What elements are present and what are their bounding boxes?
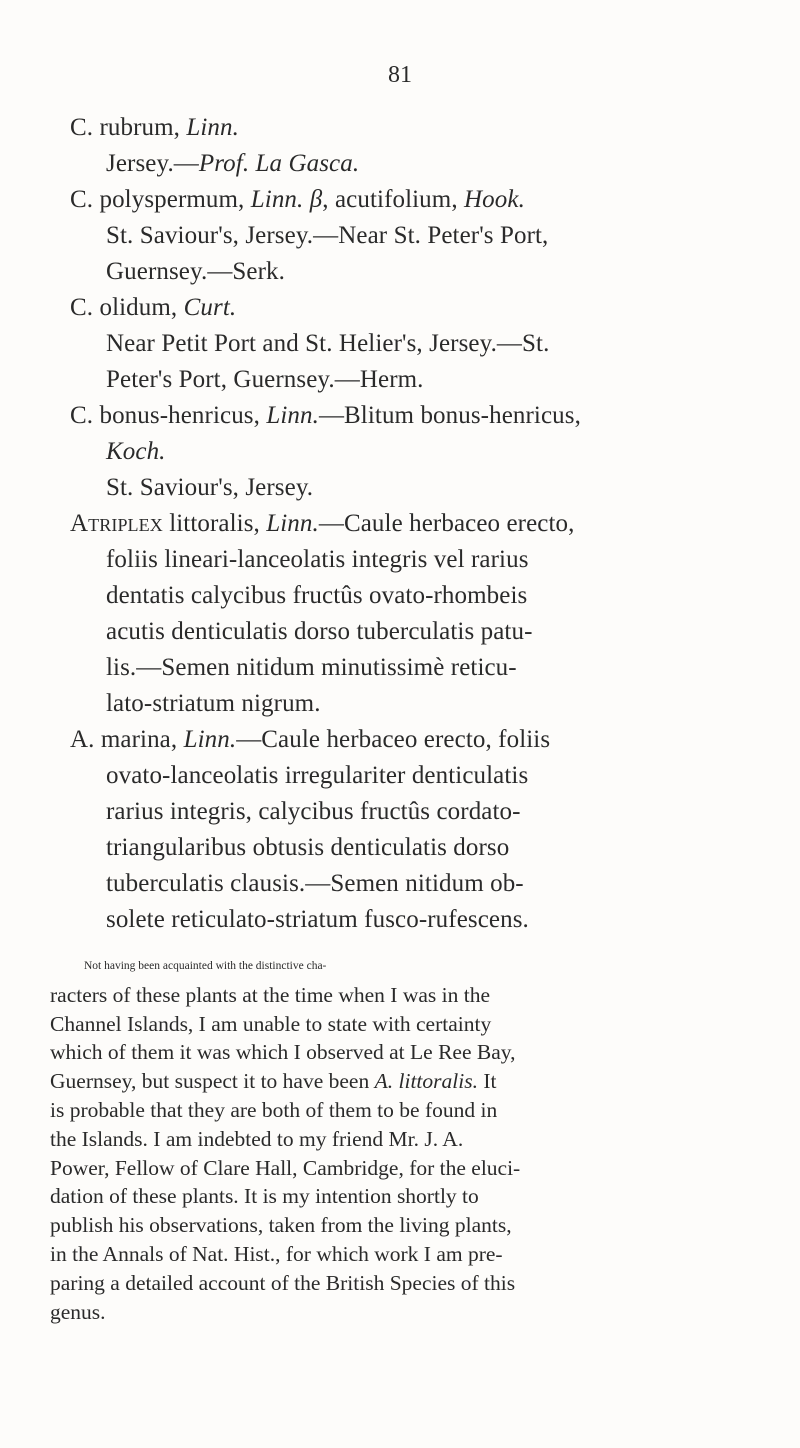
text-run: —Blitum bonus-henricus, (318, 402, 581, 429)
text-run: C. olidum, (70, 294, 184, 321)
entry-detail-line (106, 830, 750, 866)
text-run: genus. (50, 1299, 106, 1324)
text-run: publish his observations, taken from the living plants, (50, 1213, 512, 1238)
entry-detail-line (106, 686, 750, 722)
text-run: the Islands. I am indebted to my friend Mr. J. A. (50, 1126, 464, 1151)
italic-text: Linn. (183, 726, 237, 753)
italic-text: A. littoralis. (374, 1069, 478, 1094)
text-run: Guernsey.—Serk. (106, 258, 286, 285)
text-run: A. marina, (70, 726, 184, 753)
text-run: Atriplex (70, 510, 163, 537)
paragraph-line (50, 1125, 760, 1154)
text-run: lato-striatum nigrum. (106, 690, 321, 717)
text-run: Peter's Port, Guernsey.—Herm. (106, 366, 424, 393)
text-run: C. polyspermum, (70, 186, 251, 213)
text-run: St. Saviour's, Jersey.—Near St. Peter's Port, (106, 222, 549, 249)
text-run: , acutifolium, (322, 186, 465, 213)
italic-text: Hook. (464, 186, 525, 213)
text-run: tuberculatis clausis.—Semen nitidum ob- (106, 870, 524, 897)
entry-detail-line (106, 434, 750, 470)
entry-detail-line (106, 470, 750, 506)
text-run: Jersey.— (106, 150, 199, 177)
entry-heading-line (70, 722, 750, 758)
italic-text: Linn. (266, 510, 319, 537)
paragraph-line (50, 1096, 760, 1125)
entry-detail-line (106, 542, 750, 578)
paragraph-line (50, 1298, 760, 1327)
text-run: in the Annals of Nat. Hist., for which work I am pre- (50, 1241, 503, 1266)
paragraph-line (50, 1154, 760, 1183)
text-run: —Caule herbaceo erecto, foliis (236, 726, 551, 753)
text-run: is probable that they are both of them to be found in (50, 1097, 498, 1122)
paragraph-line (50, 1038, 760, 1067)
entry-detail-line (106, 614, 750, 650)
text-run: Near Petit Port and St. Helier's, Jersey.—St. (106, 330, 550, 357)
text-run: littoralis, (162, 510, 267, 537)
italic-text: Linn. (186, 114, 239, 141)
text-run: —Caule herbaceo erecto, (318, 510, 575, 537)
text-run: dation of these plants. It is my intention shortly to (50, 1184, 479, 1209)
entry-detail-line (106, 146, 750, 182)
text-run: Not having been acquainted with the distinctive cha- (84, 960, 327, 972)
entry-detail-line (106, 326, 750, 362)
entry-heading-line (70, 398, 750, 434)
text-run: lis.—Semen nitidum minutissimè reticu- (106, 654, 517, 681)
italic-text: Curt. (183, 294, 237, 321)
text-run: acutis denticulatis dorso tuberculatis patu- (106, 618, 533, 645)
paragraph-line (50, 952, 760, 981)
italic-text: Prof. La Gasca. (198, 150, 360, 177)
entry-detail-line (106, 866, 750, 902)
text-run: Channel Islands, I am unable to state with certainty (50, 1011, 492, 1036)
text-run: solete reticulato-striatum fusco-rufescens. (106, 906, 529, 933)
text-run: rarius integris, calycibus fructûs cordato- (106, 798, 521, 825)
page-number: 81 (388, 62, 412, 88)
text-run: which of them it was which I observed at Le Ree Bay, (50, 1040, 516, 1065)
paragraph-line (50, 1240, 760, 1269)
text-run: C. rubrum, (70, 114, 187, 141)
paragraph-line (50, 1182, 760, 1211)
text-run: racters of these plants at the time when I was in the (50, 982, 491, 1007)
commentary-paragraph (50, 952, 760, 1326)
entry-detail-line (106, 254, 750, 290)
text-run: St. Saviour's, Jersey. (106, 474, 314, 501)
entry-detail-line (106, 758, 750, 794)
text-run: C. bonus-henricus, (70, 402, 267, 429)
text-run: Power, Fellow of Clare Hall, Cambridge, for the eluci- (50, 1155, 521, 1180)
entry-heading-line (70, 290, 750, 326)
text-run: triangularibus obtusis denticulatis dorso (106, 834, 510, 861)
entry-detail-line (106, 218, 750, 254)
entry-heading-line (70, 182, 750, 218)
entry-detail-line (106, 902, 750, 938)
entry-detail-line (106, 794, 750, 830)
entry-heading-line (70, 110, 750, 146)
paragraph-line (50, 1010, 760, 1039)
italic-text: Koch. (106, 438, 166, 465)
text-run: ovato-lanceolatis irregulariter denticulatis (106, 762, 529, 789)
text-run: It (477, 1069, 497, 1094)
paragraph-line (50, 1067, 760, 1096)
text-run: paring a detailed account of the British Species of this (50, 1270, 516, 1295)
text-run: Guernsey, but suspect it to have been (50, 1069, 375, 1094)
paragraph-line (50, 1269, 760, 1298)
text-run: foliis lineari-lanceolatis integris vel rarius (106, 546, 529, 573)
text-run: dentatis calycibus fructûs ovato-rhombeis (106, 582, 528, 609)
paragraph-line (50, 1211, 760, 1240)
entry-detail-line (106, 578, 750, 614)
entry-heading-line (70, 506, 750, 542)
entry-detail-line (106, 650, 750, 686)
italic-text: Linn. (266, 402, 319, 429)
species-list (70, 110, 750, 938)
paragraph-line (50, 981, 760, 1010)
italic-text: Linn. β (250, 186, 323, 213)
entry-detail-line (106, 362, 750, 398)
